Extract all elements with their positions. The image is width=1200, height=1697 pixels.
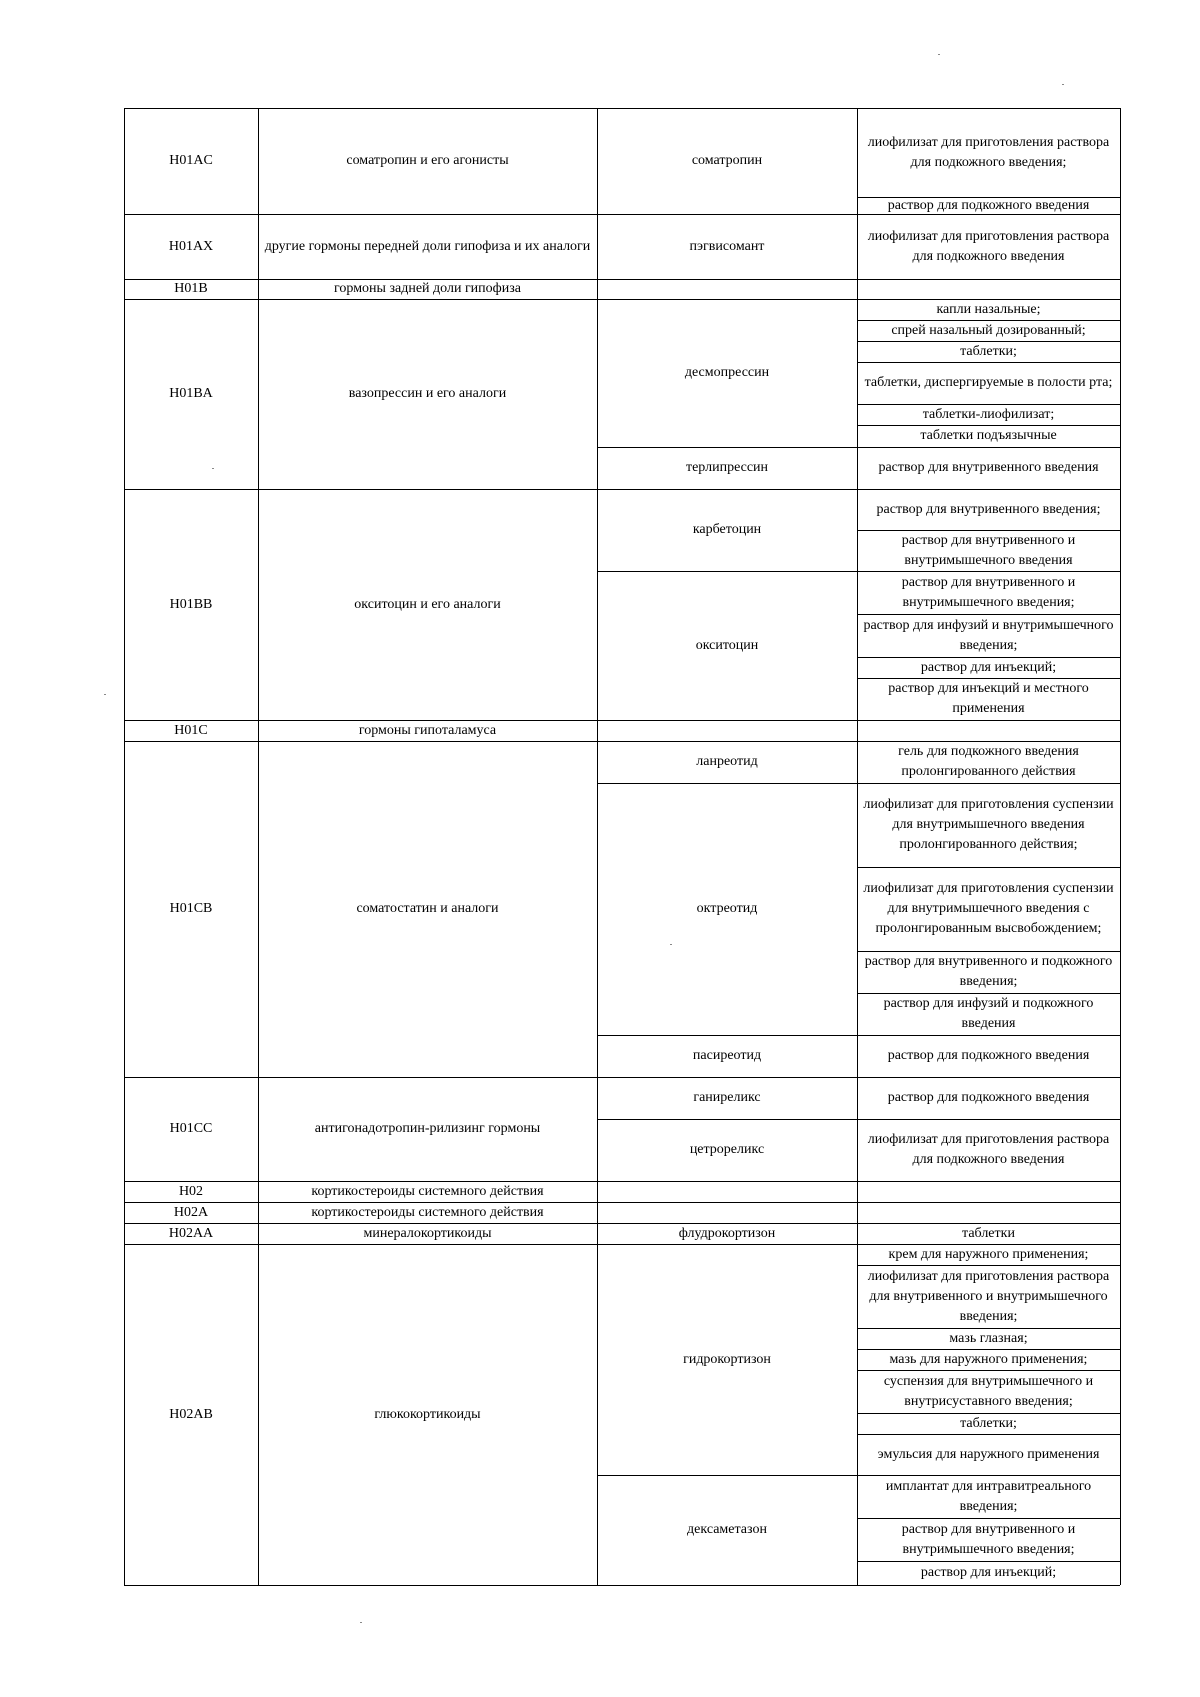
- row-divider: [857, 1181, 1120, 1182]
- dosage-form-cell: [857, 951, 1120, 993]
- dosage-form-cell: [857, 867, 1120, 951]
- drug-name-cell-text: флудрокортизон: [678, 1225, 776, 1241]
- drug-name-cell: [597, 571, 857, 720]
- scan-speck: [104, 694, 106, 695]
- dosage-form-cell-text: раствор для подкожного введения: [887, 1048, 1090, 1063]
- scan-speck: [212, 468, 214, 469]
- group-name-cell: [258, 741, 597, 1077]
- group-name-cell-text: гормоны гипоталамуса: [358, 722, 497, 738]
- dosage-form-cell-text: мазь глазная;: [949, 1330, 1028, 1346]
- dosage-form-cell: [857, 320, 1120, 341]
- scan-speck: [938, 54, 940, 55]
- atc-code-cell: [124, 1077, 258, 1181]
- drug-name-cell: [597, 1475, 857, 1585]
- dosage-form-cell: [857, 1370, 1120, 1413]
- atc-code-cell: [124, 741, 258, 1077]
- atc-code-cell-text: H02AB: [169, 1406, 213, 1422]
- drug-name-cell-text: пэгвисомант: [689, 238, 765, 254]
- drug-name-cell-text: гидрокортизон: [683, 1351, 771, 1367]
- dosage-form-cell-text: раствор для внутривенного и внутримышечного введения;: [901, 574, 1076, 610]
- dosage-form-cell-text: лиофилизат для приготовления раствора для подкожного введения: [867, 228, 1110, 264]
- dosage-form-cell: [857, 489, 1120, 530]
- dosage-form-cell: [857, 614, 1120, 657]
- dosage-form-cell: [857, 1349, 1120, 1370]
- atc-code-cell: [124, 108, 258, 214]
- dosage-form-cell: [857, 299, 1120, 320]
- dosage-form-cell-text: раствор для внутривенного введения: [878, 460, 1099, 475]
- dosage-form-cell: [857, 404, 1120, 425]
- group-name-cell: [258, 1202, 597, 1223]
- drug-name-cell-text: цетрореликс: [689, 1142, 765, 1157]
- atc-code-cell: [124, 1202, 258, 1223]
- scan-speck: [670, 944, 672, 945]
- drug-name-cell-text: пасиреотид: [692, 1048, 762, 1063]
- dosage-form-cell-text: раствор для подкожного введения: [887, 197, 1090, 213]
- dosage-form-cell: [857, 1077, 1120, 1119]
- dosage-form-cell-text: суспензия для внутримышечного и внутрисуставного введения;: [883, 1373, 1094, 1409]
- column-divider: [1120, 108, 1121, 1585]
- dosage-form-cell: [857, 783, 1120, 867]
- atc-code-cell-text: H01AX: [168, 238, 214, 254]
- dosage-form-cell-text: раствор для инфузий и подкожного введения: [883, 996, 1094, 1031]
- group-name-cell-text: минералокортикоиды: [363, 1225, 492, 1241]
- dosage-form-cell-text: раствор для подкожного введения: [887, 1090, 1090, 1105]
- dosage-form-cell: [857, 1413, 1120, 1434]
- group-name-cell: [258, 1223, 597, 1244]
- atc-code-cell: [124, 299, 258, 489]
- group-name-cell: [258, 489, 597, 720]
- group-name-cell-text: окситоцин и его аналоги: [354, 596, 501, 612]
- dosage-form-cell: [857, 993, 1120, 1035]
- group-name-cell: [258, 108, 597, 214]
- drug-name-cell: [597, 741, 857, 783]
- group-name-cell-text: антигонадотропин-рилизинг гормоны: [314, 1121, 541, 1136]
- scan-speck: [360, 1622, 362, 1623]
- row-divider: [857, 720, 1120, 721]
- drug-name-cell-text: окситоцин: [695, 637, 759, 653]
- drug-name-cell: [597, 447, 857, 489]
- drug-name-cell-text: карбетоцин: [692, 522, 762, 537]
- atc-code-cell-text: H01CC: [169, 1121, 213, 1136]
- group-name-cell-text: гормоны задней доли гипофиза: [334, 281, 521, 296]
- atc-code-cell: [124, 214, 258, 279]
- dosage-form-cell: [857, 108, 1120, 197]
- dosage-form-cell: [857, 1328, 1120, 1349]
- group-name-cell: [258, 720, 597, 741]
- row-divider: [597, 1585, 857, 1586]
- dosage-form-cell: [857, 1223, 1120, 1244]
- row-divider: [597, 720, 857, 721]
- drug-name-cell: [597, 1077, 857, 1119]
- group-name-cell-text: кортикостероиды системного действия: [311, 1204, 544, 1220]
- dosage-form-cell: [857, 571, 1120, 614]
- dosage-form-cell: [857, 1265, 1120, 1328]
- dosage-form-cell: [857, 362, 1120, 404]
- drug-name-cell-text: ганиреликс: [693, 1090, 761, 1105]
- dosage-form-cell-text: раствор для инъекций и местного применения: [888, 681, 1089, 716]
- dosage-form-cell-text: мазь для наружного применения;: [889, 1351, 1088, 1367]
- drug-name-cell-text: дексаметазон: [687, 1522, 767, 1537]
- drug-name-cell-text: терлипрессин: [685, 460, 769, 475]
- group-name-cell: [258, 214, 597, 279]
- dosage-form-cell-text: лиофилизат для приготовления суспензии для внутримышечного введения с пролонгированным высвобождением;: [863, 881, 1114, 936]
- atc-code-cell: [124, 1223, 258, 1244]
- drug-name-cell: [597, 783, 857, 1035]
- dosage-form-cell-text: эмульсия для наружного применения: [877, 1446, 1100, 1462]
- dosage-form-cell-text: таблетки;: [960, 1415, 1017, 1431]
- dosage-form-cell-text: раствор для инфузий и внутримышечного введения;: [863, 617, 1114, 653]
- group-name-cell-text: соматропин и его агонисты: [346, 153, 509, 168]
- row-divider: [597, 279, 857, 280]
- group-name-cell: [258, 299, 597, 489]
- group-name-cell: [258, 1244, 597, 1585]
- drug-name-cell: [597, 108, 857, 214]
- dosage-form-cell: [857, 530, 1120, 571]
- group-name-cell-text: кортикостероиды системного действия: [311, 1183, 544, 1199]
- dosage-form-cell: [857, 447, 1120, 489]
- drug-name-cell: [597, 214, 857, 279]
- row-divider: [597, 1181, 857, 1182]
- atc-code-cell: [124, 1244, 258, 1585]
- dosage-form-cell: [857, 1475, 1120, 1518]
- drug-name-cell: [597, 1119, 857, 1181]
- atc-code-cell-text: H01C: [174, 722, 208, 738]
- row-divider: [857, 279, 1120, 280]
- atc-code-cell: [124, 489, 258, 720]
- atc-code-cell: [124, 720, 258, 741]
- dosage-form-cell-text: лиофилизат для приготовления суспензии для внутримышечного введения пролонгированного действия;: [863, 797, 1114, 852]
- group-name-cell-text: соматостатин и аналоги: [356, 901, 499, 916]
- drug-name-cell: [597, 1035, 857, 1077]
- dosage-form-cell: [857, 657, 1120, 678]
- group-name-cell-text: другие гормоны передней доли гипофиза и их аналоги: [264, 238, 591, 254]
- dosage-form-cell: [857, 197, 1120, 214]
- dosage-form-cell-text: раствор для внутривенного введения;: [876, 501, 1101, 517]
- row-divider: [597, 1202, 1120, 1203]
- dosage-form-cell: [857, 425, 1120, 447]
- drug-name-cell-text: десмопрессин: [684, 365, 770, 380]
- atc-code-cell-text: H01BA: [169, 386, 213, 401]
- group-name-cell: [258, 1181, 597, 1202]
- group-name-cell: [258, 279, 597, 299]
- drug-name-cell-text: октреотид: [696, 901, 758, 916]
- dosage-form-cell-text: лиофилизат для приготовления раствора для внутривенного и внутримышечного введения;: [867, 1268, 1110, 1324]
- row-divider: [124, 1585, 597, 1586]
- dosage-form-cell: [857, 1518, 1120, 1561]
- scan-speck: [1062, 84, 1064, 85]
- dosage-form-cell-text: раствор для внутривенного и подкожного введения;: [864, 954, 1113, 989]
- dosage-form-cell: [857, 1035, 1120, 1077]
- drug-name-cell: [597, 1223, 857, 1244]
- dosage-form-cell: [857, 1434, 1120, 1475]
- drug-name-cell: [597, 1244, 857, 1475]
- dosage-form-cell: [857, 341, 1120, 362]
- dosage-form-cell-text: имплантат для интравитреального введения;: [885, 1478, 1092, 1514]
- atc-code-cell: [124, 1181, 258, 1202]
- drug-name-cell-text: ланреотид: [696, 754, 758, 769]
- dosage-form-cell-text: раствор для инъекций;: [920, 659, 1057, 675]
- dosage-form-cell: [857, 214, 1120, 279]
- drug-name-cell: [597, 489, 857, 571]
- dosage-form-cell: [857, 1244, 1120, 1265]
- dosage-form-cell-text: спрей назальный дозированный;: [891, 322, 1086, 338]
- atc-code-cell-text: H01B: [174, 281, 208, 296]
- dosage-form-cell-text: гель для подкожного введения пролонгированного действия: [898, 744, 1079, 779]
- dosage-form-cell-text: таблетки-лиофилизат;: [922, 406, 1055, 422]
- row-divider: [857, 1585, 1120, 1586]
- atc-code-cell: [124, 279, 258, 299]
- dosage-form-cell-text: лиофилизат для приготовления раствора для подкожного введения: [867, 1132, 1110, 1167]
- dosage-form-cell-text: раствор для инъекций;: [920, 1565, 1057, 1580]
- dosage-form-cell: [857, 741, 1120, 783]
- group-name-cell-text: вазопрессин и его аналоги: [348, 386, 507, 401]
- atc-code-cell-text: H02A: [173, 1204, 209, 1220]
- atc-code-cell-text: H02: [178, 1183, 204, 1199]
- atc-code-cell-text: H02AA: [168, 1225, 214, 1241]
- dosage-form-cell-text: капли назальные;: [936, 301, 1041, 317]
- dosage-form-cell: [857, 1119, 1120, 1181]
- dosage-form-cell: [857, 1561, 1120, 1585]
- dosage-form-cell-text: лиофилизат для приготовления раствора для подкожного введения;: [867, 134, 1110, 170]
- drug-name-cell: [597, 299, 857, 447]
- dosage-form-cell-text: крем для наружного применения;: [888, 1246, 1089, 1262]
- drug-name-cell-text: соматропин: [691, 153, 763, 168]
- dosage-form-cell-text: раствор для внутривенного и внутримышечного введения;: [901, 1521, 1076, 1557]
- dosage-form-cell-text: таблетки подъязычные: [920, 428, 1057, 443]
- dosage-form-cell: [857, 678, 1120, 720]
- atc-code-cell-text: H01AC: [169, 153, 213, 168]
- atc-code-cell-text: H01CB: [169, 901, 213, 916]
- group-name-cell-text: глюкокортикоиды: [374, 1406, 481, 1422]
- dosage-form-cell-text: таблетки, диспергируемые в полости рта;: [864, 375, 1113, 390]
- dosage-form-cell-text: таблетки;: [960, 343, 1017, 359]
- dosage-form-cell-text: таблетки: [962, 1225, 1015, 1241]
- group-name-cell: [258, 1077, 597, 1181]
- atc-code-cell-text: H01BB: [169, 596, 213, 612]
- dosage-form-cell-text: раствор для внутривенного и внутримышечного введения: [901, 532, 1076, 568]
